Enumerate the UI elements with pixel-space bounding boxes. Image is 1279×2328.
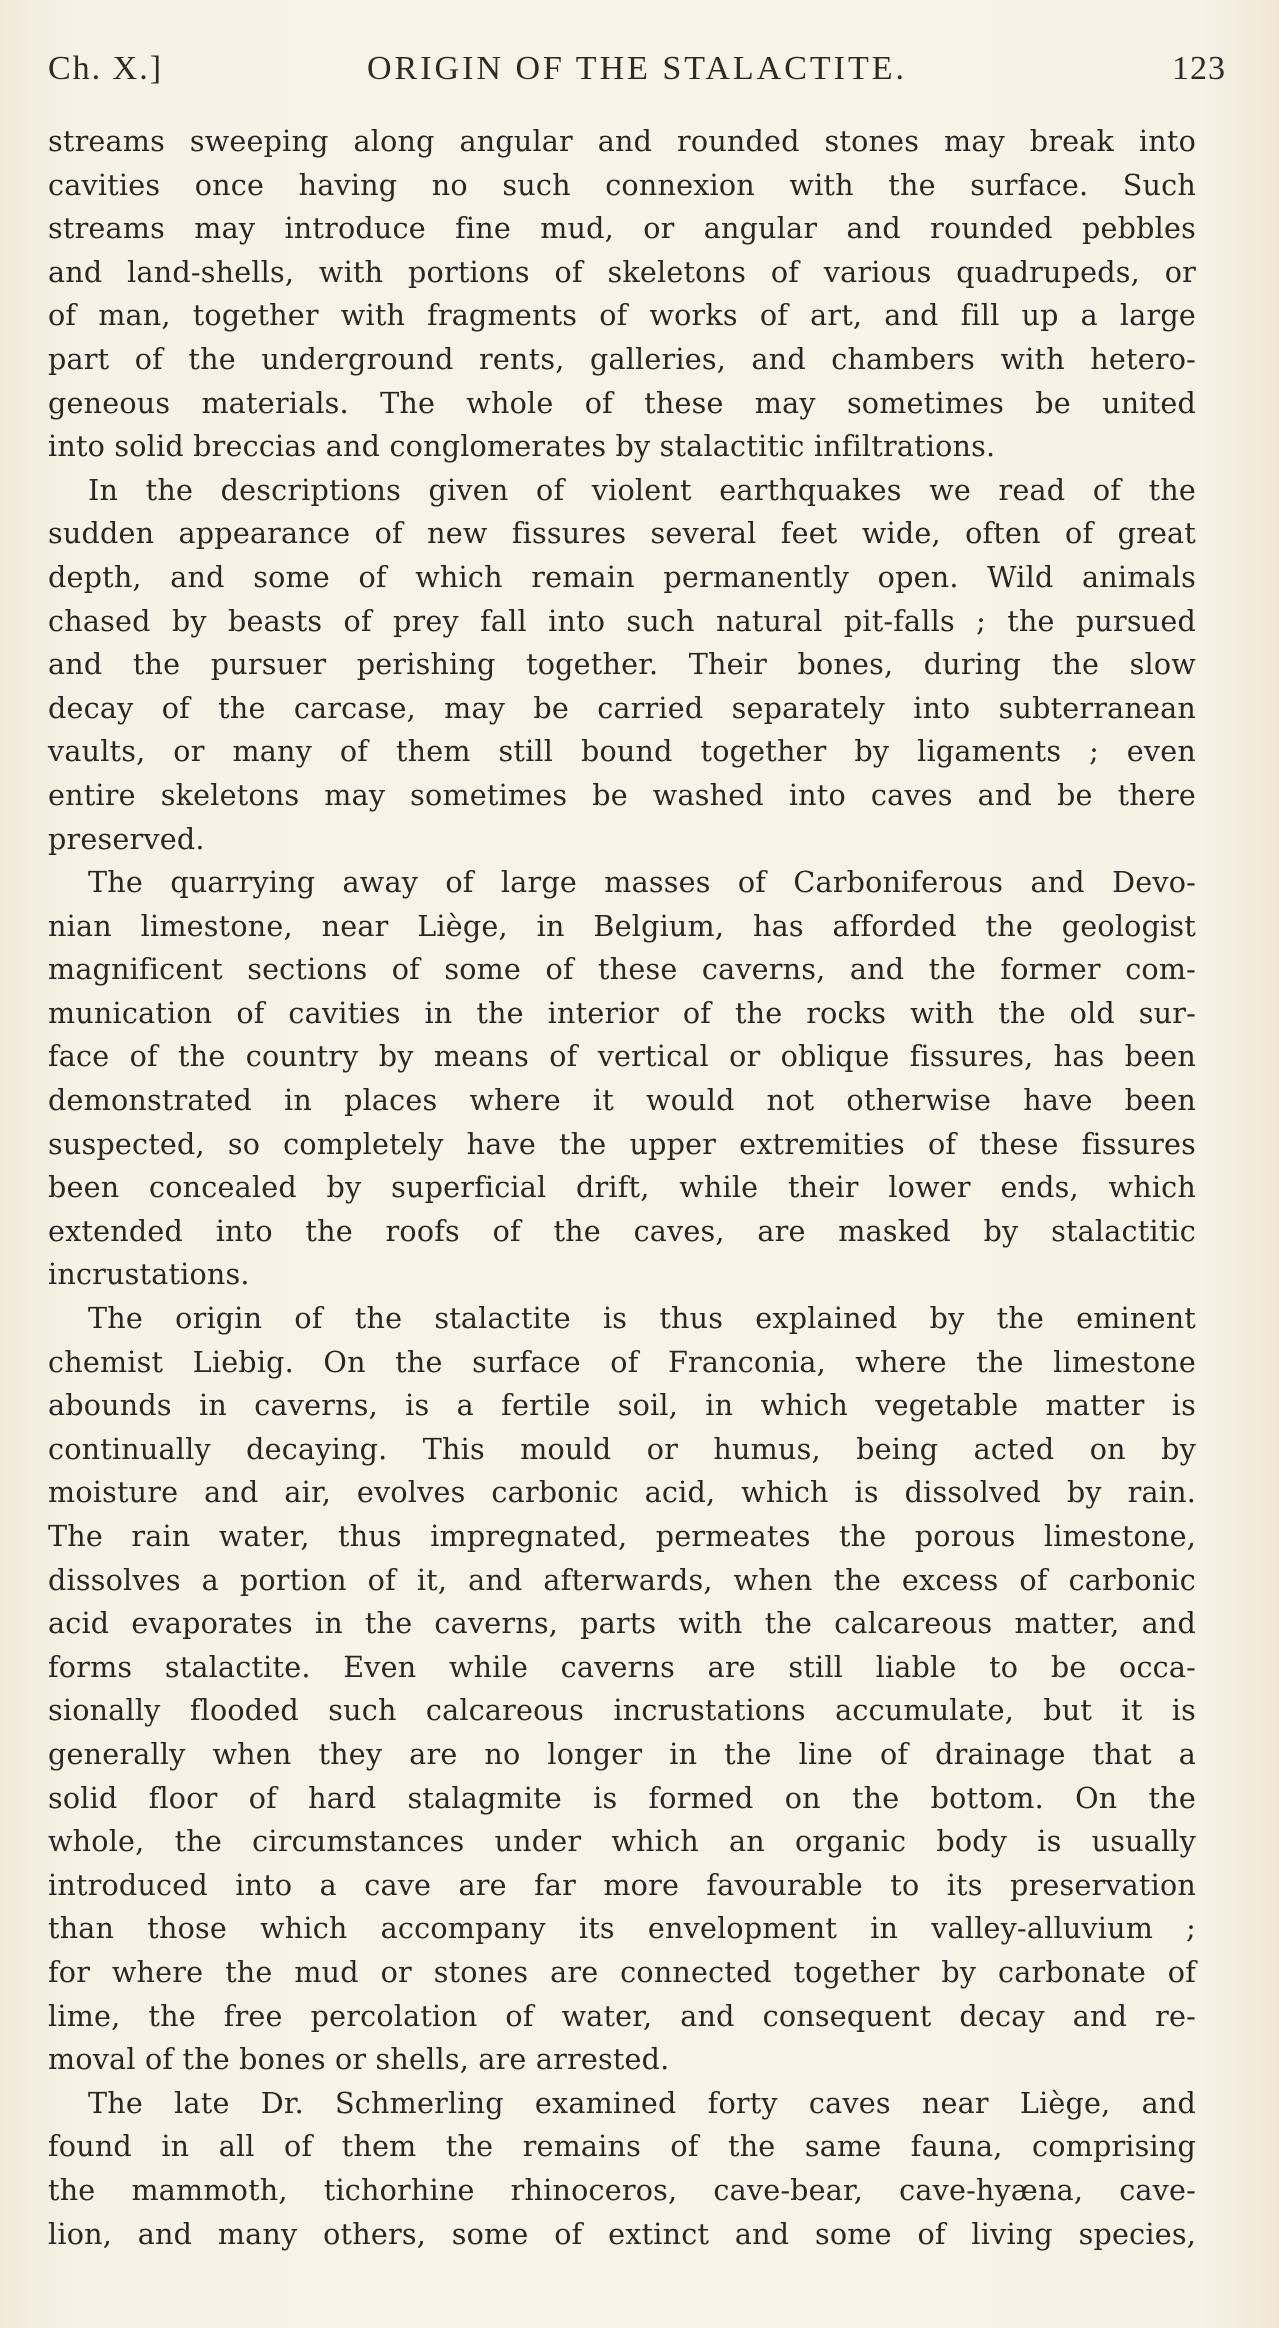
text-line: chemist Liebig. On the surface of Franconia, where the limestone xyxy=(48,1344,1196,1379)
text-line: nian limestone, near Liège, in Belgium, has afforded the geologist xyxy=(48,908,1196,943)
text-line: streams sweeping along angular and rounded stones may break into xyxy=(48,124,1196,158)
text-line: incrustations. xyxy=(48,1257,250,1292)
text-line: decay of the carcase, may be carried separately into subterranean xyxy=(48,690,1196,725)
text-line: been concealed by superficial drift, while their lower ends, which xyxy=(48,1170,1196,1205)
text-line: acid evaporates in the caverns, parts with the calcareous matter, and xyxy=(48,1606,1196,1641)
text-line: solid floor of hard stalagmite is formed on the bottom. On the xyxy=(48,1780,1196,1815)
text-line: sionally flooded such calcareous incrustations accumulate, but it is xyxy=(48,1693,1196,1728)
text-line: sudden appearance of new fissures several feet wide, often of great xyxy=(48,516,1196,551)
text-line: found in all of them the remains of the same fauna, comprising xyxy=(48,2129,1196,2164)
text-line: abounds in caverns, is a fertile soil, in which vegetable matter is xyxy=(48,1388,1196,1423)
running-head-title: ORIGIN OF THE STALACTITE. xyxy=(366,50,908,87)
running-head xyxy=(48,50,1226,98)
text-line: the mammoth, tichorhine rhinoceros, cave-bear, cave-hyæna, cave- xyxy=(48,2172,1196,2207)
body-text xyxy=(48,120,1196,2256)
text-line: and land-shells, with portions of skeletons of various quadrupeds, or xyxy=(48,254,1196,289)
text-line: entire skeletons may sometimes be washed into caves and be there xyxy=(48,777,1196,812)
text-line: into solid breccias and conglomerates by stalactitic infiltrations. xyxy=(48,429,996,464)
paragraph-first-line: In the descriptions given of violent earthquakes we read of the xyxy=(88,472,1196,507)
text-line: geneous materials. The whole of these may sometimes be united xyxy=(48,385,1196,420)
text-line: whole, the circumstances under which an organic body is usually xyxy=(48,1824,1196,1859)
text-line: demonstrated in places where it would not otherwise have been xyxy=(48,1083,1196,1118)
text-line: part of the underground rents, galleries, and chambers with hetero- xyxy=(48,341,1196,376)
text-line: suspected, so completely have the upper extremities of these fissures xyxy=(48,1126,1196,1161)
text-line: dissolves a portion of it, and afterwards, when the excess of carbonic xyxy=(48,1562,1196,1597)
text-line: for where the mud or stones are connected together by carbonate of xyxy=(48,1954,1196,1989)
text-line: depth, and some of which remain permanently open. Wild animals xyxy=(48,559,1196,594)
text-line: munication of cavities in the interior of the rocks with the old sur- xyxy=(48,995,1196,1030)
text-line: forms stalactite. Even while caverns are still liable to be occa- xyxy=(48,1649,1196,1684)
text-line: moval of the bones or shells, are arrested. xyxy=(48,2042,670,2077)
running-head-chapter: Ch. X.] xyxy=(48,50,164,87)
text-line: extended into the roofs of the caves, are masked by stalactitic xyxy=(48,1213,1196,1248)
text-line: continually decaying. This mould or humus, being acted on by xyxy=(48,1431,1196,1466)
paragraph-first-line: The late Dr. Schmerling examined forty caves near Liège, and xyxy=(88,2085,1196,2120)
text-line: streams may introduce fine mud, or angular and rounded pebbles xyxy=(48,211,1196,246)
text-line: magnificent sections of some of these caverns, and the former com- xyxy=(48,952,1196,987)
paragraph-first-line: The quarrying away of large masses of Carboniferous and Devo- xyxy=(88,865,1196,900)
text-line: vaults, or many of them still bound together by ligaments ; even xyxy=(48,734,1196,769)
text-line: introduced into a cave are far more favourable to its preservation xyxy=(48,1867,1196,1902)
text-line: than those which accompany its envelopment in valley-alluvium ; xyxy=(48,1911,1196,1946)
text-line: of man, together with fragments of works of art, and fill up a large xyxy=(48,298,1196,333)
text-line: and the pursuer perishing together. Their bones, during the slow xyxy=(48,647,1196,682)
text-line: cavities once having no such connexion with the surface. Such xyxy=(48,167,1196,202)
text-line: lime, the free percolation of water, and consequent decay and re- xyxy=(48,1998,1196,2033)
text-line: preserved. xyxy=(48,821,205,856)
text-line: generally when they are no longer in the line of drainage that a xyxy=(48,1736,1196,1771)
text-line: The rain water, thus impregnated, permeates the porous limestone, xyxy=(48,1519,1196,1553)
text-line: chased by beasts of prey fall into such natural pit-falls ; the pursued xyxy=(48,603,1196,638)
text-line: moisture and air, evolves carbonic acid, which is dissolved by rain. xyxy=(48,1475,1196,1510)
page-number: 123 xyxy=(1172,50,1226,87)
text-line: lion, and many others, some of extinct and some of living species, xyxy=(48,2216,1196,2251)
text-line: face of the country by means of vertical or oblique fissures, has been xyxy=(48,1039,1196,1074)
paragraph-first-line: The origin of the stalactite is thus explained by the eminent xyxy=(88,1301,1196,1336)
